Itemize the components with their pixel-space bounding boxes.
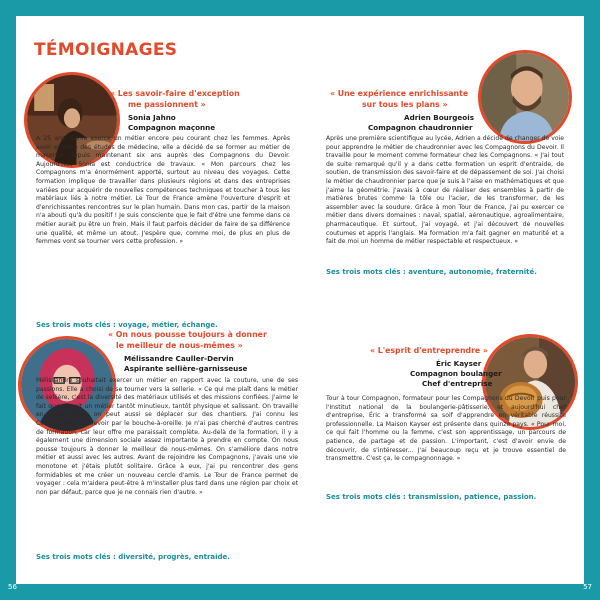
body-melissandre: Mélissandre souhaitait exercer un métier en rapport avec la couture, une de ses passions. Elle a choisi de se tourner vers la sellerie. « Ce qui me plaît dans le métier de sellière, c'est la diversité des matériaux utilisés et des missions confiées. J'aime le fait que ce soit un métier tantôt minutieux, tantôt physique et salissant. On travaille en atelier, mais on peut aussi se déplacer sur des chantiers. J'ai connu les Compagnons du Devoir par le bouche-à-oreille. Je n'ai pas cherché d'autres centres de formation, car leur offre me paraissait complète. Au-delà de la formation, il y a également une dimension sociale assez importante à prendre en compte. On nous pousse toujours à donner le meilleur de nous-mêmes. On s'améliore dans notre métier et aussi avec les autres. Avant de rejoindre les Compagnons, j'avais une vie monotone et j'étais plutôt solitaire. Grâce à eux, j'ai pu rencontrer des gens formidables et me créer un nouveau cercle d'amis. Le Tour de France permet de voyager : cela m'aidera peut-être à m'installer plus tard dans une région par choix et non par défaut, parce que je ne connais rien d'autre. » — [36, 377, 298, 496]
body-sonia: À 25 ans, Sonia exerce un métier encore peu courant chez les femmes. Après avoir entamé des études de médecine, elle a décidé de se former au métier de maçonne depuis maintenant six ans auprès des Compagnons du Devoir. Aujourd'hui, Sonia est conductrice de travaux. « Mon parcours chez les Compagnons m'a énormément apporté, surtout au niveau des voyages. Cette formation implique de travailler dans plusieurs régions et dans des entreprises variées pour acquérir de nouvelles compétences techniques et toucher à tous les matériaux liés à notre métier. Le Tour de France amène l'ouverture d'esprit et d'enrichissantes rencontres sur le plan humain. Dans mon cas, partir de la maison n'a abouti qu'à du positif ! Je suis consciente que le fait d'être une femme dans ce métier aurait pu être un frein. Mais il faut parfois décider de faire de sa différence une qualité, et même un atout. J'espère que, comme moi, de plus en plus de femmes vont se tourner vers cette profession. » — [36, 135, 290, 246]
quote-melissandre-line1: « On nous pousse toujours à donner — [108, 330, 267, 339]
page-number-left: 56 — [8, 583, 17, 591]
role-sonia: Compagnon maçonne — [128, 123, 216, 132]
quote-melissandre-line2: le meilleur de nous-mêmes » — [116, 341, 243, 350]
role-adrien: Compagnon chaudronnier — [368, 123, 473, 132]
page-number-right: 57 — [583, 583, 592, 591]
keys-eric: Ses trois mots clés : transmission, patience, passion. — [326, 493, 537, 501]
body-adrien: Après une première scientifique au lycée, Adrien a décidé de changer de voie pour apprendre le métier de chaudronnier avec les Compagnons du Devoir. Il travaille pour le moment comme formateur chez les Compagnons. « J'ai tout de suite remarqué qu'il y a dans cette formation un esprit d'entraide, de soutien, de transmission des savoir-faire et de dépassement de soi. J'ai choisi le métier de chaudronnier parce que je suis à l'aise en mathématiques et que j'aime la géométrie. J'avais à cœur de réaliser des ensembles à partir de matières brutes comme la tôle ou l'acier, de les transformer, de les assembler avec la soudure. Grâce à mon Tour de France, j'ai pu exercer ce métier dans divers domaines : naval, spatial, aéronautique, agroalimentaire, pharmaceutique. Et surtout, j'ai voyagé, et j'ai découvert de nouvelles coutumes et appris l'anglais. Ma formation m'a fait gagner en maturité et a fait de moi un homme de métier respectable et respectueux. » — [326, 135, 564, 246]
quote-sonia-line1: « Les savoir-faire d'exception — [110, 89, 240, 98]
keys-sonia: Ses trois mots clés : voyage, métier, échange. — [36, 321, 218, 329]
name-sonia: Sonia Jahno — [128, 113, 176, 122]
section-title: TÉMOIGNAGES — [34, 40, 178, 60]
keys-melissandre: Ses trois mots clés : diversité, progrès, entraide. — [36, 553, 230, 561]
role-melissandre: Aspirante sellière-garnisseuse — [124, 364, 248, 373]
name-melissandre: Mélissandre Cauller-Dervin — [124, 354, 234, 363]
bearded-man-photo — [478, 50, 572, 144]
keys-adrien: Ses trois mots clés : aventure, autonomie, fraternité. — [326, 268, 537, 276]
role2-eric: Chef d'entreprise — [422, 379, 493, 388]
quote-sonia-line2: me passionnent » — [128, 100, 206, 109]
role-eric: Compagnon boulanger — [410, 369, 502, 378]
quote-adrien-line1: « Une expérience enrichissante — [330, 89, 469, 98]
name-adrien: Adrien Bourgeois — [404, 113, 474, 122]
quote-adrien-line2: sur tous les plans » — [362, 100, 448, 109]
name-eric: Éric Kayser — [436, 359, 482, 368]
body-eric: Tour à tour Compagnon, formateur pour les Compagnons du Devoir puis pour l'Institut national de la boulangerie-pâtisserie, et aujourd'hui chef d'entreprise, Éric a transformé sa soif d'apprendre en véritable réussite professionnelle. La Maison Kayser est présente dans quinze pays. « Pour moi, ce qui fait l'homme ou la femme, c'est son apprentissage, un parcours de patience, de partage et de passion. L'important, c'est d'avoir envie de découvrir, de s'intéresser... J'ai beaucoup reçu et je trouve essentiel de transmettre. C'est ça, le compagnonnage. » — [326, 395, 566, 463]
quote-eric-line1: « L'esprit d'entreprendre » — [370, 346, 488, 355]
